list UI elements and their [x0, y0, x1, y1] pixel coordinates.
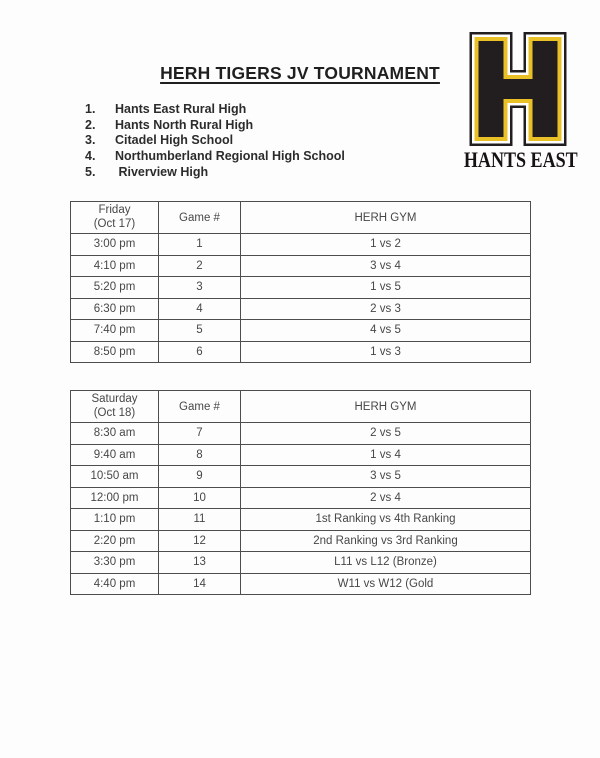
time-cell: 2:20 pm [71, 530, 159, 552]
match-cell: 3 vs 4 [241, 255, 531, 277]
game-cell: 2 [159, 255, 241, 277]
hants-east-h-icon [464, 31, 572, 147]
match-cell: 1 vs 2 [241, 234, 531, 256]
game-cell: 14 [159, 573, 241, 595]
game-column-header: Game # [159, 391, 241, 423]
game-cell: 13 [159, 552, 241, 574]
h-body [479, 41, 558, 137]
table-header-row [71, 391, 531, 423]
friday-schedule-table [70, 201, 531, 363]
date-label: (Oct 18) [93, 406, 136, 419]
team-name: Hants North Rural High [115, 117, 254, 132]
time-cell: 8:30 am [71, 423, 159, 445]
table-row [71, 466, 531, 488]
team-number: 3. [85, 133, 96, 148]
game-column-header: Game # [159, 202, 241, 234]
team-name: Hants East Rural High [115, 102, 247, 116]
gym-column-header: HERH GYM [241, 202, 531, 234]
match-cell: 1st Ranking vs 4th Ranking [241, 509, 531, 531]
team-name: Citadel High School [115, 133, 234, 148]
team-item [85, 102, 345, 118]
table-row [71, 234, 531, 256]
table-row [71, 298, 531, 320]
day-column-header [71, 391, 159, 423]
match-cell: 2 vs 3 [241, 298, 531, 320]
time-cell: 6:30 pm [71, 298, 159, 320]
team-item [85, 149, 345, 165]
hants-east-logo [452, 31, 584, 173]
team-name: Riverview High [115, 164, 209, 179]
table-row [71, 277, 531, 299]
game-cell: 5 [159, 320, 241, 342]
match-cell: 4 vs 5 [241, 320, 531, 342]
match-cell: 2 vs 5 [241, 423, 531, 445]
time-cell: 1:10 pm [71, 509, 159, 531]
gym-column-header: HERH GYM [241, 391, 531, 423]
table-row [71, 444, 531, 466]
table-row [71, 487, 531, 509]
team-number: 4. [85, 149, 96, 164]
team-number: 2. [85, 117, 96, 132]
saturday-schedule-table [70, 390, 531, 595]
team-number: 1. [85, 102, 96, 116]
game-cell: 3 [159, 277, 241, 299]
table-row [71, 423, 531, 445]
logo-caption: HANTS EAST [463, 147, 578, 172]
game-cell: 11 [159, 509, 241, 531]
table-row [71, 509, 531, 531]
match-cell: 1 vs 4 [241, 444, 531, 466]
time-cell: 10:50 am [71, 466, 159, 488]
game-cell: 6 [159, 341, 241, 363]
day-label: Saturday [91, 393, 138, 405]
day-label: Friday [98, 204, 131, 216]
date-label: (Oct 17) [93, 217, 136, 230]
game-cell: 12 [159, 530, 241, 552]
match-cell: L11 vs L12 (Bronze) [241, 552, 531, 574]
game-cell: 10 [159, 487, 241, 509]
time-cell: 3:00 pm [71, 234, 159, 256]
page-title: HERH TIGERS JV TOURNAMENT [160, 63, 440, 83]
team-item [85, 118, 345, 134]
time-cell: 4:10 pm [71, 255, 159, 277]
table-row [71, 320, 531, 342]
time-cell: 5:20 pm [71, 277, 159, 299]
time-cell: 4:40 pm [71, 573, 159, 595]
game-cell: 1 [159, 234, 241, 256]
game-cell: 7 [159, 423, 241, 445]
game-cell: 4 [159, 298, 241, 320]
day-column-header [71, 202, 159, 234]
time-cell: 7:40 pm [71, 320, 159, 342]
table-row [71, 341, 531, 363]
match-cell: 3 vs 5 [241, 466, 531, 488]
match-cell: 2nd Ranking vs 3rd Ranking [241, 530, 531, 552]
match-cell: 1 vs 3 [241, 341, 531, 363]
table-row [71, 530, 531, 552]
team-name: Northumberland Regional High School [115, 149, 345, 164]
time-cell: 12:00 pm [71, 487, 159, 509]
table-header-row [71, 202, 531, 234]
game-cell: 9 [159, 466, 241, 488]
table-row [71, 552, 531, 574]
team-item [85, 133, 345, 149]
team-item [85, 165, 345, 181]
match-cell: 2 vs 4 [241, 487, 531, 509]
match-cell: W11 vs W12 (Gold [241, 573, 531, 595]
table-row [71, 573, 531, 595]
match-cell: 1 vs 5 [241, 277, 531, 299]
time-cell: 8:50 pm [71, 341, 159, 363]
team-number: 5. [85, 164, 96, 179]
teams-list [85, 102, 345, 181]
table-row [71, 255, 531, 277]
time-cell: 3:30 pm [71, 552, 159, 574]
time-cell: 9:40 am [71, 444, 159, 466]
game-cell: 8 [159, 444, 241, 466]
